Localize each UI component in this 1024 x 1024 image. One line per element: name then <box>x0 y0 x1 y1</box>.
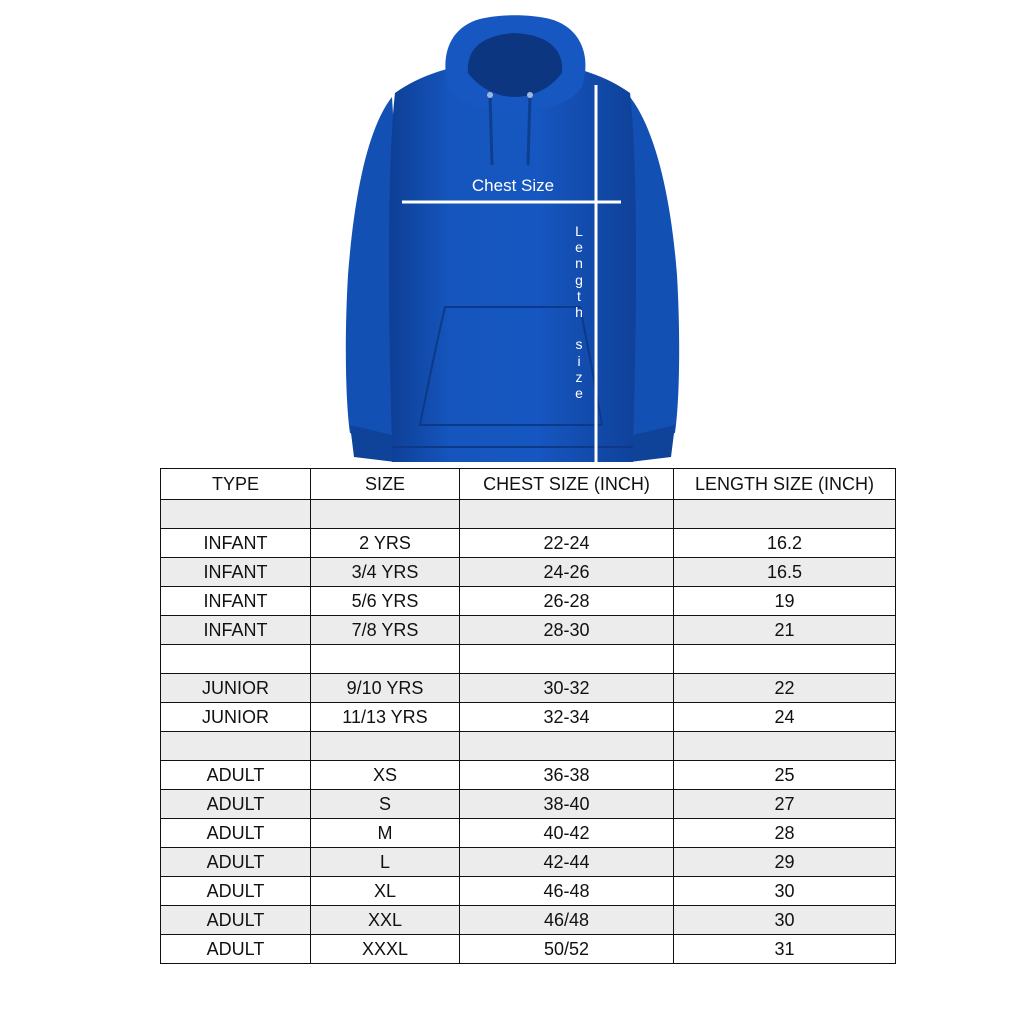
chest-size-cell <box>460 500 674 529</box>
length-size-cell: 16.2 <box>674 529 896 558</box>
table-row <box>161 761 896 790</box>
type-cell <box>161 732 311 761</box>
size-cell: 5/6 YRS <box>311 587 460 616</box>
size-cell: 3/4 YRS <box>311 558 460 587</box>
chest-size-cell <box>460 645 674 674</box>
hoodie-illustration <box>340 15 685 465</box>
size-cell: S <box>311 790 460 819</box>
size-cell: XL <box>311 877 460 906</box>
type-cell: INFANT <box>161 529 311 558</box>
length-size-cell <box>674 500 896 529</box>
size-chart-table <box>160 468 896 964</box>
length-size-label: L e n g t h s i z e <box>575 223 583 401</box>
table-row <box>161 529 896 558</box>
type-cell: JUNIOR <box>161 703 311 732</box>
size-cell: M <box>311 819 460 848</box>
size-cell: 7/8 YRS <box>311 616 460 645</box>
chest-size-cell: 46/48 <box>460 906 674 935</box>
length-size-cell: 29 <box>674 848 896 877</box>
table-row <box>161 935 896 964</box>
size-cell: 11/13 YRS <box>311 703 460 732</box>
table-row <box>161 587 896 616</box>
length-size-cell: 25 <box>674 761 896 790</box>
table-row <box>161 703 896 732</box>
table-row <box>161 848 896 877</box>
type-cell: JUNIOR <box>161 674 311 703</box>
type-cell: ADULT <box>161 819 311 848</box>
type-cell: ADULT <box>161 906 311 935</box>
chest-size-cell: 22-24 <box>460 529 674 558</box>
chest-size-cell: 38-40 <box>460 790 674 819</box>
length-size-cell <box>674 645 896 674</box>
type-cell: ADULT <box>161 848 311 877</box>
table-row <box>161 732 896 761</box>
table-header-row <box>161 469 896 500</box>
size-cell <box>311 645 460 674</box>
type-cell: INFANT <box>161 558 311 587</box>
length-size-cell: 22 <box>674 674 896 703</box>
size-cell: 2 YRS <box>311 529 460 558</box>
length-size-cell: 19 <box>674 587 896 616</box>
chest-size-cell: 24-26 <box>460 558 674 587</box>
header-type: TYPE <box>161 469 311 500</box>
table-row <box>161 674 896 703</box>
table-body <box>161 500 896 964</box>
type-cell: ADULT <box>161 761 311 790</box>
size-cell: L <box>311 848 460 877</box>
chest-size-label: Chest Size <box>471 176 555 195</box>
length-size-cell: 30 <box>674 906 896 935</box>
table-row <box>161 790 896 819</box>
size-cell: XXXL <box>311 935 460 964</box>
chest-size-cell: 32-34 <box>460 703 674 732</box>
header-chest-size: CHEST SIZE (INCH) <box>460 469 674 500</box>
length-size-cell: 27 <box>674 790 896 819</box>
chest-size-cell <box>460 732 674 761</box>
table-row <box>161 500 896 529</box>
chest-size-cell: 40-42 <box>460 819 674 848</box>
size-cell <box>311 732 460 761</box>
type-cell <box>161 500 311 529</box>
type-cell: ADULT <box>161 935 311 964</box>
hoodie-size-diagram <box>340 15 685 465</box>
chest-size-cell: 36-38 <box>460 761 674 790</box>
drawstring-left <box>490 95 492 165</box>
length-size-cell: 16.5 <box>674 558 896 587</box>
chest-size-cell: 30-32 <box>460 674 674 703</box>
drawstring-right <box>528 95 530 165</box>
length-size-cell <box>674 732 896 761</box>
length-size-cell: 30 <box>674 877 896 906</box>
chest-size-cell: 28-30 <box>460 616 674 645</box>
length-size-cell: 24 <box>674 703 896 732</box>
type-cell: INFANT <box>161 587 311 616</box>
table-row <box>161 906 896 935</box>
length-size-cell: 31 <box>674 935 896 964</box>
type-cell: ADULT <box>161 790 311 819</box>
size-cell <box>311 500 460 529</box>
size-cell: XS <box>311 761 460 790</box>
header-length-size: LENGTH SIZE (INCH) <box>674 469 896 500</box>
table-row <box>161 819 896 848</box>
chest-size-cell: 50/52 <box>460 935 674 964</box>
table-row <box>161 645 896 674</box>
size-cell: XXL <box>311 906 460 935</box>
chest-size-cell: 42-44 <box>460 848 674 877</box>
type-cell: ADULT <box>161 877 311 906</box>
type-cell <box>161 645 311 674</box>
length-size-cell: 28 <box>674 819 896 848</box>
size-cell: 9/10 YRS <box>311 674 460 703</box>
table-row <box>161 558 896 587</box>
header-size: SIZE <box>311 469 460 500</box>
length-size-cell: 21 <box>674 616 896 645</box>
table-row <box>161 616 896 645</box>
chest-size-cell: 46-48 <box>460 877 674 906</box>
table-row <box>161 877 896 906</box>
type-cell: INFANT <box>161 616 311 645</box>
chest-size-cell: 26-28 <box>460 587 674 616</box>
